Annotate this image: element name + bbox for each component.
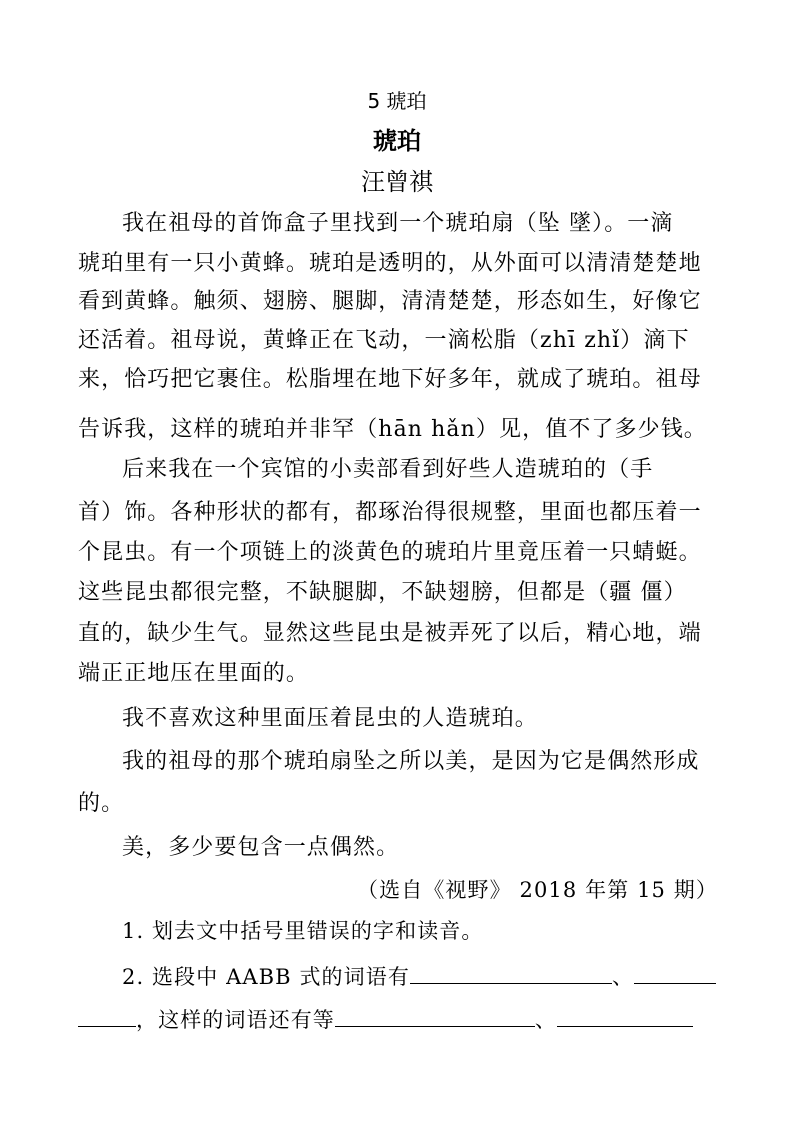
paragraph-line: 的。 xyxy=(78,791,125,816)
paragraph-line: 直的，缺少生气。显然这些昆虫是被弄死了以后，精心地，端 xyxy=(78,621,702,646)
paragraph-line: 我的祖母的那个琥珀扇坠之所以美，是因为它是偶然形成 xyxy=(122,749,700,774)
paragraph-line: 琥珀里有一只小黄蜂。琥珀是透明的，从外面可以清清楚楚地 xyxy=(78,251,702,276)
question-2-continued xyxy=(78,1000,718,1036)
source-citation: （选自《视野》 2018 年第 15 期） xyxy=(357,878,718,902)
lesson-heading: 5 琥珀 xyxy=(367,89,427,113)
paragraph-line: 我在祖母的首饰盒子里找到一个琥珀扇（坠 墜）。一滴 xyxy=(122,211,674,236)
separator: 、 xyxy=(534,1008,558,1032)
paragraph-line: 后来我在一个宾馆的小卖部看到好些人造琥珀的（手 xyxy=(122,457,654,482)
question-2-text: 2. 选段中 AABB 式的词语有 xyxy=(122,965,410,989)
question-2-text-continued: ，这样的词语还有等 xyxy=(136,1008,335,1032)
paragraph-line: 个昆虫。有一个项链上的淡黄色的琥珀片里竟压着一只蜻蜓。 xyxy=(78,540,702,565)
author-name: 汪曾祺 xyxy=(361,168,433,196)
answer-blank[interactable] xyxy=(410,957,612,984)
paragraph-line: 美，多少要包含一点偶然。 xyxy=(122,835,400,860)
paragraph-line: 我不喜欢这种里面压着昆虫的人造琥珀。 xyxy=(122,706,538,731)
paragraph-line: 告诉我，这样的琥珀并非罕（hān hǎn）见，值不了多少钱。 xyxy=(78,417,707,442)
paragraph-line: 还活着。祖母说，黄蜂正在飞动，一滴松脂（zhī zhǐ）滴下 xyxy=(78,328,690,353)
paragraph-line: 这些昆虫都很完整，不缺腿脚，不缺翅膀，但都是（疆 僵） xyxy=(78,580,687,605)
passage-title: 琥珀 xyxy=(373,127,421,155)
paragraph-line: 来，恰巧把它裹住。松脂埋在地下好多年，就成了琥珀。祖母 xyxy=(78,367,702,392)
paragraph-line: 首）饰。各种形状的都有，都琢治得很规整，里面也都压着一 xyxy=(78,500,702,525)
paragraph-line: 看到黄蜂。触须、翅膀、腿脚，清清楚楚，形态如生，好像它 xyxy=(78,289,702,314)
question-1: 1. 划去文中括号里错误的字和读音。 xyxy=(122,919,484,943)
separator: 、 xyxy=(611,965,635,989)
paragraph-line: 端正正地压在里面的。 xyxy=(78,661,310,686)
answer-blank[interactable] xyxy=(557,1000,693,1027)
answer-blank[interactable] xyxy=(78,1000,136,1027)
answer-blank[interactable] xyxy=(634,957,716,984)
answer-blank[interactable] xyxy=(335,1000,535,1027)
question-2 xyxy=(122,957,718,993)
